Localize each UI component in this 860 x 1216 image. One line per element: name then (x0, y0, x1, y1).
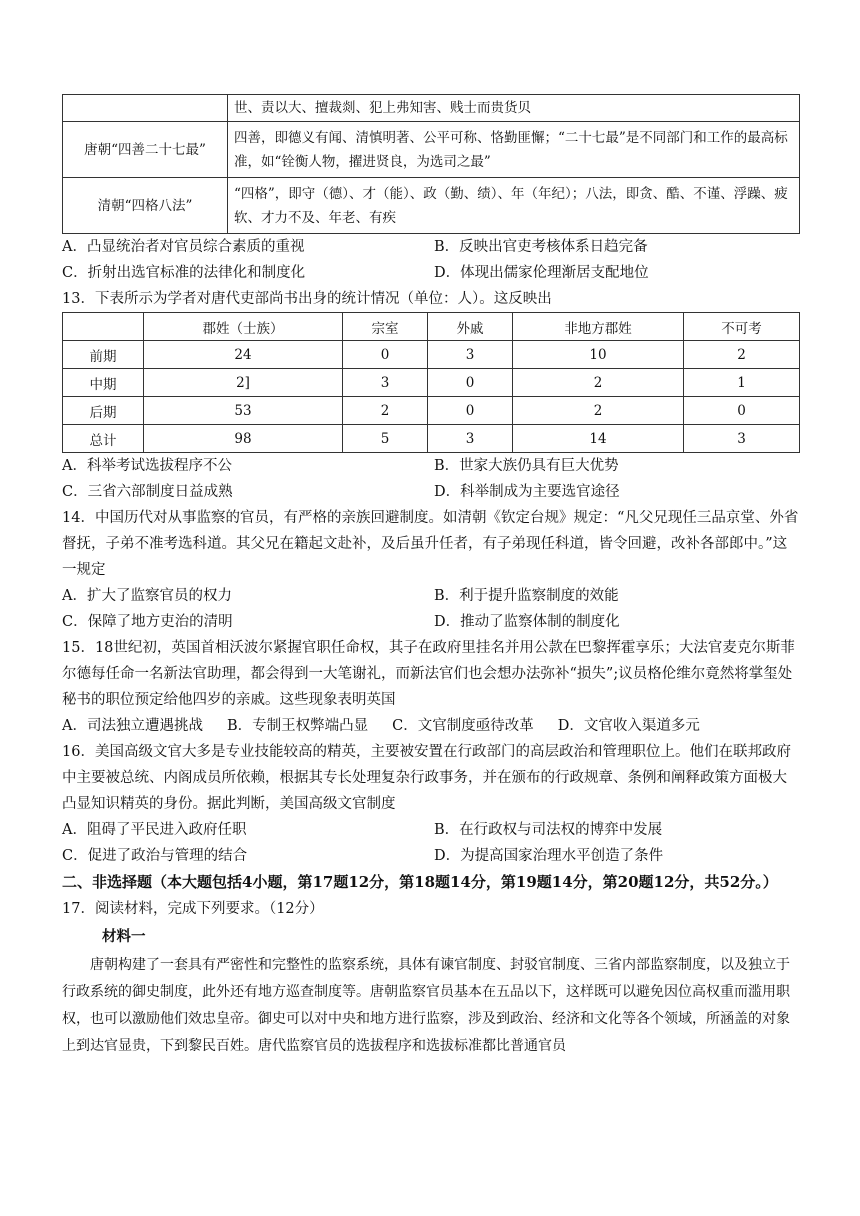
table-row (63, 397, 800, 425)
option-c: C．保障了地方吏治的清明 (62, 614, 233, 630)
statistics-table (62, 312, 800, 453)
table-cell: 3 (428, 425, 513, 453)
table-header-cell: 外戚 (428, 313, 513, 341)
material-title: 材料一 (102, 928, 146, 945)
question-13-stem: 13．下表所示为学者对唐代吏部尚书出身的统计情况（单位：人）。这反映出 (62, 291, 552, 307)
table-header-cell: 非地方郡姓 (513, 313, 684, 341)
table-cell: “四格”，即守（德）、才（能）、政（勤、绩）、年（年纪）；八法，即贪、酷、不谨、浮躁、疲软、才力不及、年老、有疾 (228, 178, 800, 234)
table-cell: 2 (513, 397, 684, 425)
table-row (63, 178, 800, 234)
table-cell: 总计 (63, 425, 144, 453)
option-b: B．世家大族仍具有巨大优势 (434, 458, 619, 474)
option-b: B．反映出官吏考核体系日趋完备 (434, 239, 648, 255)
table-cell: 3 (428, 341, 513, 369)
option-c: C．文官制度亟待改革 (392, 718, 534, 734)
table-cell: 后期 (63, 397, 144, 425)
option-b: B．在行政权与司法权的博弈中发展 (434, 822, 663, 838)
table-cell (63, 95, 228, 122)
table-row (63, 122, 800, 178)
table-header-row (63, 313, 800, 341)
option-d: D．体现出儒家伦理渐居支配地位 (434, 265, 649, 281)
table-row (63, 95, 800, 122)
question-14-stem: 14．中国历代对从事监察的官员，有严格的亲族回避制度。如清朝《钦定台规》规定：“凡父兄现任三品京堂、外省督抚，子弟不准考选科道。其父兄在籍起文赴补，及后虽升任者，有子弟现任科道，皆令回避，改补各部郎中。”这一规定 (62, 510, 799, 578)
table-cell: 10 (513, 341, 684, 369)
option-a: A．司法独立遭遇挑战 (62, 718, 203, 734)
table-cell: 前期 (63, 341, 144, 369)
table-cell: 3 (343, 369, 428, 397)
table-cell: 1 (684, 369, 800, 397)
table-cell: 2 (343, 397, 428, 425)
option-c: C．折射出选官标准的法律化和制度化 (62, 265, 306, 281)
table-cell: 2] (144, 369, 343, 397)
table-row (63, 369, 800, 397)
question-17-stem: 17．阅读材料，完成下列要求。（12分） (62, 901, 324, 917)
option-c: C．促进了政治与管理的结合 (62, 848, 248, 864)
table-cell: 2 (684, 341, 800, 369)
table-cell: 98 (144, 425, 343, 453)
table-cell: 世、责以大、擅裁剡、犯上弗知害、贱士而贵货贝 (228, 95, 800, 122)
table-cell: 清朝“四格八法” (63, 178, 228, 234)
option-b: B．利于提升监察制度的效能 (434, 588, 619, 604)
table-cell: 0 (428, 369, 513, 397)
table-cell: 0 (343, 341, 428, 369)
assessment-table (62, 94, 800, 234)
table-row (63, 425, 800, 453)
table-cell: 0 (428, 397, 513, 425)
table-cell: 3 (684, 425, 800, 453)
table-cell: 53 (144, 397, 343, 425)
option-d: D．推动了监察体制的制度化 (434, 614, 620, 630)
question-15-stem: 15．18世纪初，英国首相沃波尔紧握官职任命权，其子在政府里挂名并用公款在巴黎挥霍享乐；大法官麦克尔斯菲尔德每任命一名新法官助理，都会得到一大笔谢礼，而新法官们也会想办法弥补“损失”;议员格伦维尔竟然将掌玺处秘书的职位预定给他四岁的亲戚。这些现象表明英国 (62, 640, 795, 708)
table-cell: 14 (513, 425, 684, 453)
option-c: C．三省六部制度日益成熟 (62, 484, 233, 500)
q12-options (62, 234, 800, 286)
option-b: B．专制王权弊端凸显 (226, 718, 369, 734)
table-header-cell (63, 313, 144, 341)
q14-options (62, 583, 800, 635)
option-a: A．阻碍了平民进入政府任职 (62, 822, 247, 838)
q15-options (62, 713, 800, 739)
q16-options (62, 817, 800, 869)
table-header-cell: 宗室 (343, 313, 428, 341)
table-row (63, 341, 800, 369)
section-heading: 二、非选择题（本大题包括4小题，第17题12分，第18题14分，第19题14分，第20题12分，共52分。） (62, 873, 778, 891)
table-cell: 中期 (63, 369, 144, 397)
exam-page (62, 94, 800, 1060)
q13-options (62, 453, 800, 505)
table-cell: 5 (343, 425, 428, 453)
table-cell: 0 (684, 397, 800, 425)
question-16-stem: 16．美国高级文官大多是专业技能较高的精英，主要被安置在行政部门的高层政治和管理职位上。他们在联邦政府中主要被总统、内阁成员所依赖，根据其专长处理复杂行政事务，并在颁布的行政规章、条例和阐释政策方面极大凸显知识精英的身份。据此判断，美国高级文官制度 (62, 744, 791, 812)
table-header-cell: 郡姓（士族） (144, 313, 343, 341)
table-cell: 24 (144, 341, 343, 369)
option-a: A．扩大了监察官员的权力 (62, 588, 232, 604)
option-d: D．文官收入渠道多元 (557, 718, 700, 734)
material-text: 唐朝构建了一套具有严密性和完整性的监察系统，具体有谏官制度、封驳官制度、三省内部监察制度，以及独立于行政系统的御史制度，此外还有地方巡查制度等。唐朝监察官员基本在五品以下，这样既可以避免因位高权重而滥用职权，也可以激励他们效忠皇帝。御史可以对中央和地方进行监察，涉及到政治、经济和文化等各个领域，所涵盖的对象上到达官显贵，下到黎民百姓。唐代监察官员的选拔程序和选拔标准都比普通官员 (62, 957, 790, 1054)
option-a: A．凸显统治者对官员综合素质的重视 (62, 239, 305, 255)
table-cell: 2 (513, 369, 684, 397)
option-a: A．科举考试选拔程序不公 (62, 458, 232, 474)
table-header-cell: 不可考 (684, 313, 800, 341)
option-d: D．为提高国家治理水平创造了条件 (434, 848, 664, 864)
table-cell: 唐朝“四善二十七最” (63, 122, 228, 178)
option-d: D．科举制成为主要选官途径 (434, 484, 620, 500)
table-cell: 四善，即德义有闻、清慎明著、公平可称、恪勤匪懈；“二十七最”是不同部门和工作的最高标准，如“铨衡人物，擢进贤良，为选司之最” (228, 122, 800, 178)
